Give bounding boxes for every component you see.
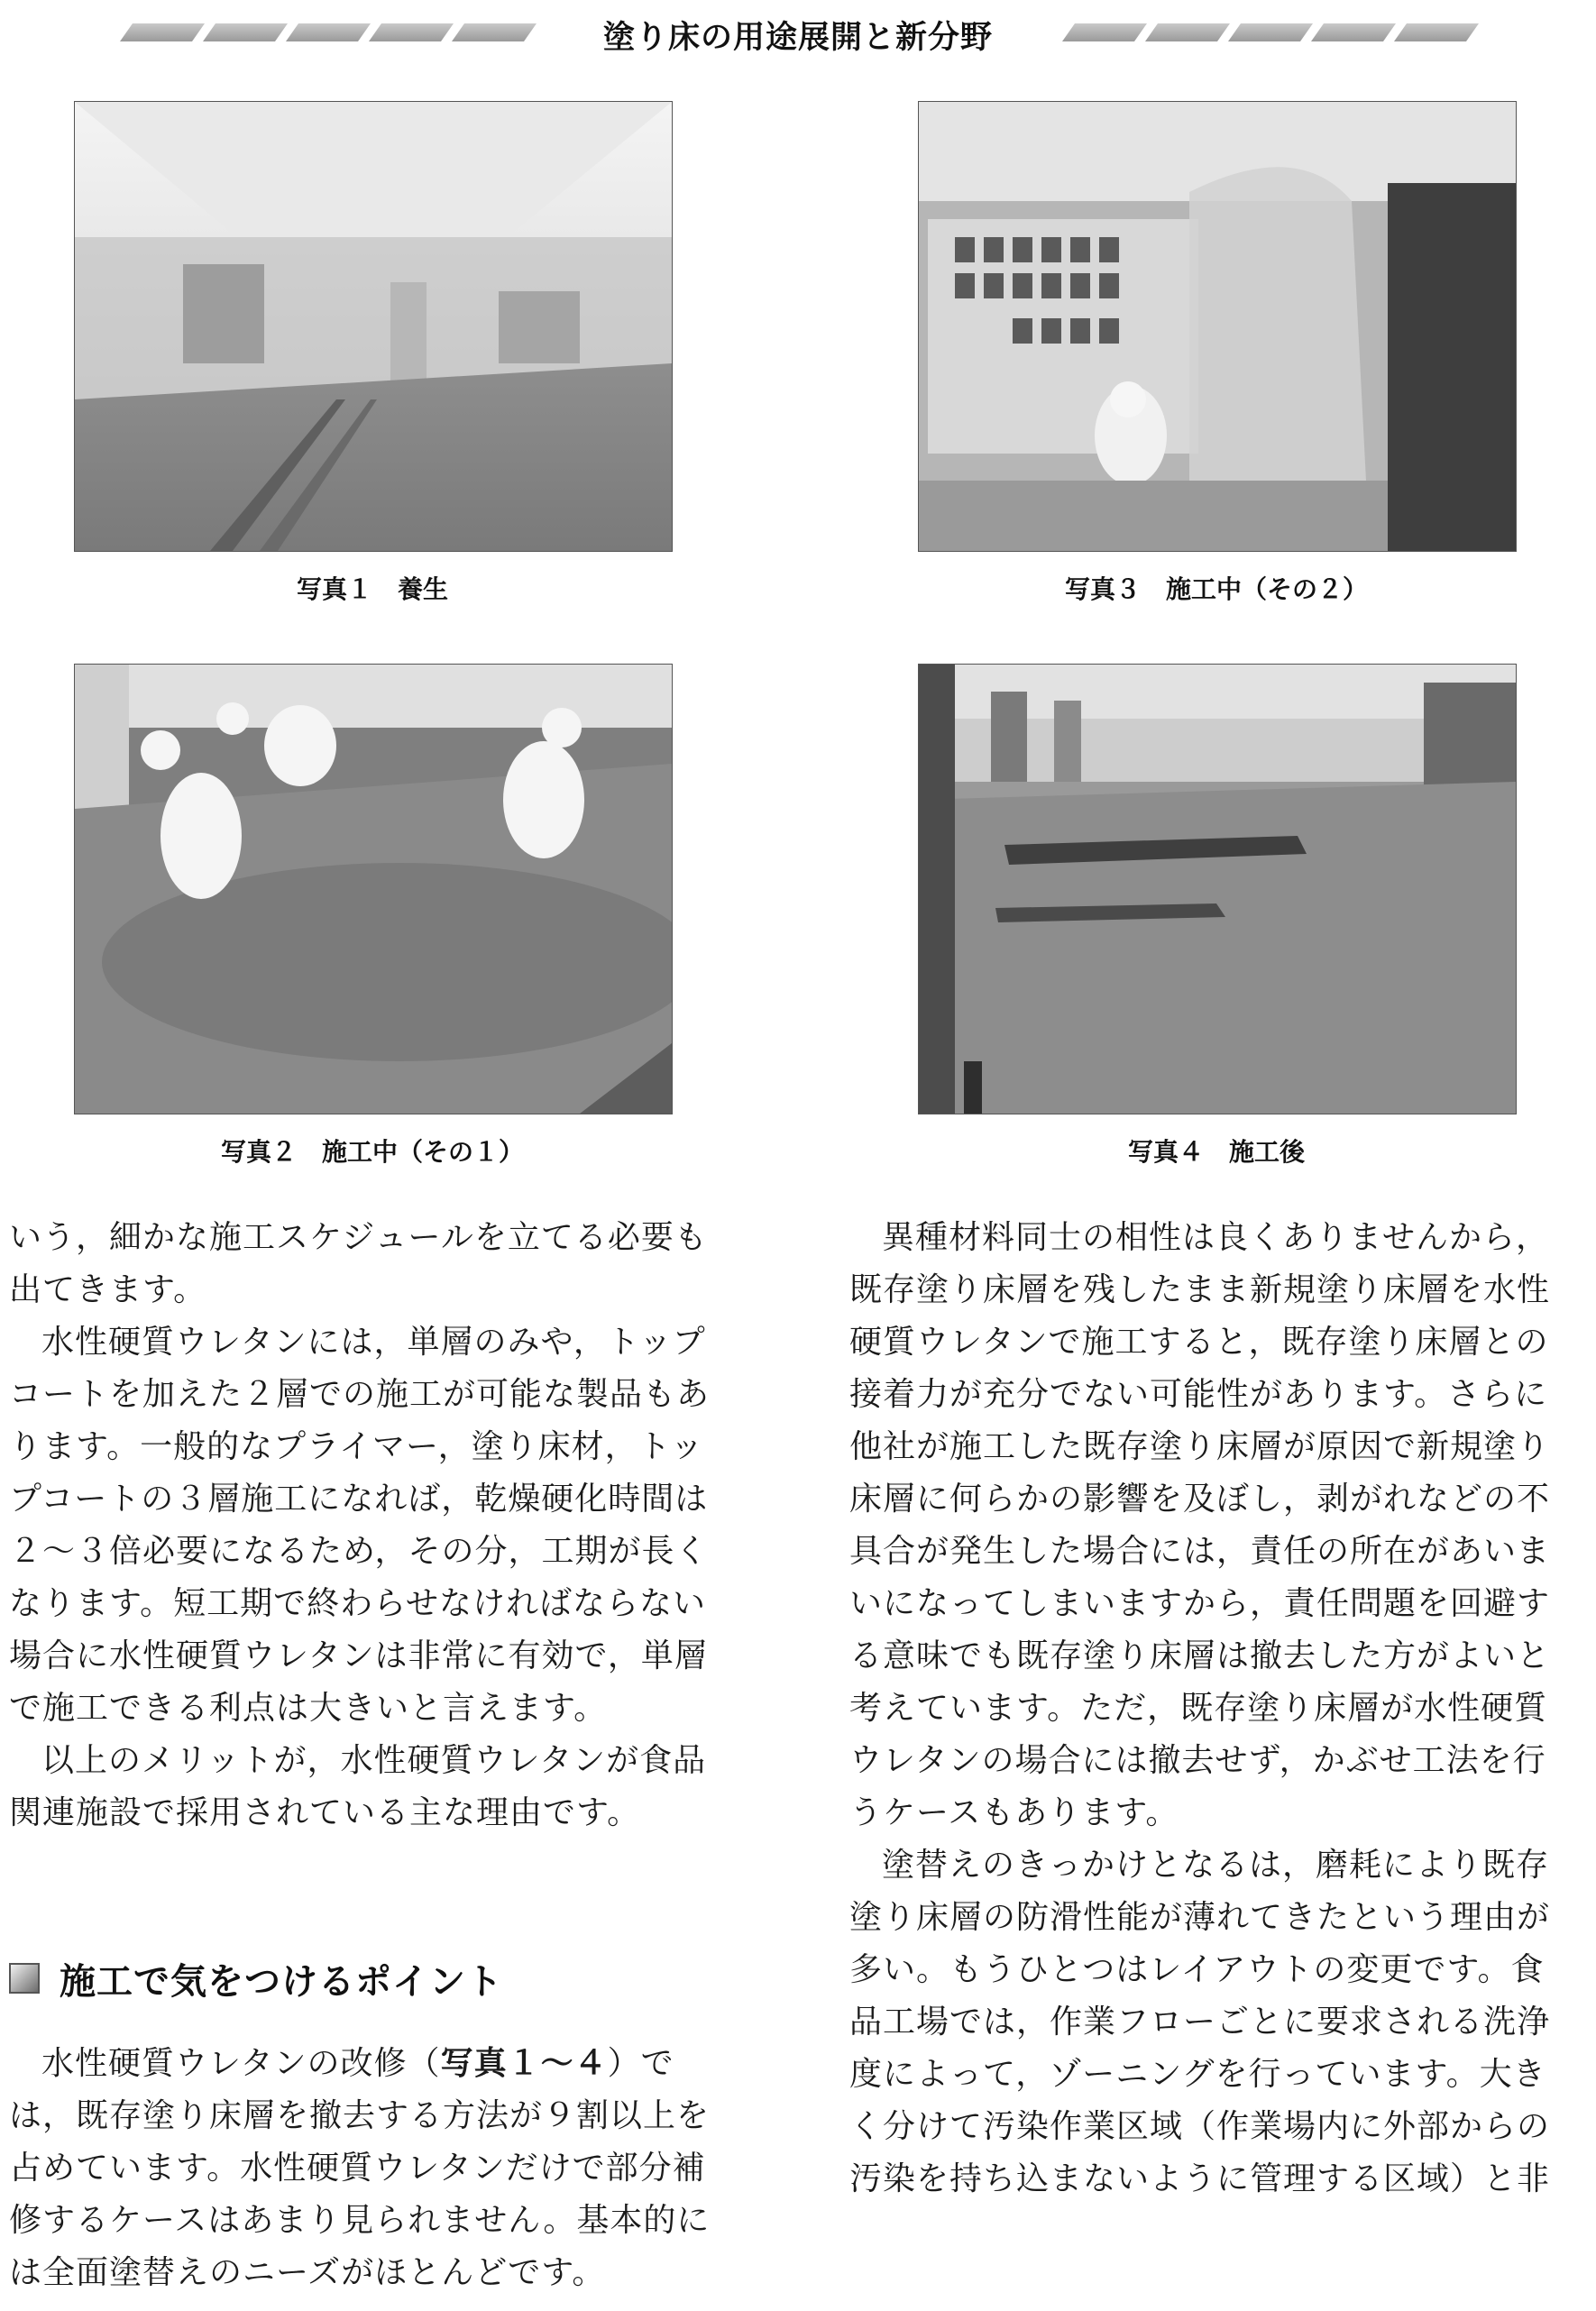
left-column-text-2 [9, 2038, 730, 2299]
page-header [0, 4, 1596, 58]
left-paragraph-4-a: 水性硬質ウレタンの改修（ [41, 2045, 441, 2082]
photo-reference: 写真１～４ [440, 2045, 608, 2082]
photo3-caption: 写真３ 施工中（その２） [1064, 574, 1368, 604]
left-column-text [9, 1212, 730, 1839]
photo2-caption: 写真２ 施工中（その１） [220, 1137, 524, 1167]
header-stripes-right [1069, 23, 1470, 41]
photo-construction-2 [918, 101, 1517, 552]
left-paragraph-4 [9, 2038, 730, 2299]
page-title: 塗り床の用途展開と新分野 [602, 20, 993, 56]
left-paragraph-3: 以上のメリットが，水性硬質ウレタンが食品関連施設で採用されている主な理由です。 [9, 1742, 707, 1831]
photo-construction-1 [74, 664, 673, 1114]
right-paragraph-1: 異種材料同士の相性は良くありませんから，既存塗り床層を残したまま新規塗り床層を水性硬質ウレタンで施工すると，既存塗り床層との接着力が充分でない可能性があります。さらに他社が施工した既存塗り床層が原因で新規塗り床層に何らかの影響を及ぼし，剥がれなどの不具合が発生した場合には，責任の所在があいまいになってしまいますから，責任問題を回避する意味でも既存塗り床層は撤去した方がよいと考えています。ただ，既存塗り床層が水性硬質ウレタンの場合には撤去せず，かぶせ工法を行うケースもあります。 [849, 1219, 1551, 1831]
section-title: 施工で気をつけるポイント [60, 1960, 503, 2003]
photo1-caption: 写真１ 養生 [296, 574, 448, 604]
right-paragraph-2: 塗替えのきっかけとなるは，磨耗により既存塗り床層の防滑性能が薄れてきたという理由が多い。もうひとつはレイアウトの変更です。食品工場では，作業フローごとに要求される洗浄度によって，ゾーニングを行っています。大きく分けて汚染作業区域（作業場内に外部からの汚染を持ち込まないように管理する区域）と非 [849, 1847, 1551, 2197]
photo-after-construction [918, 664, 1517, 1114]
photo4-caption: 写真４ 施工後 [1127, 1137, 1305, 1167]
section-marker-icon [9, 1963, 40, 1994]
left-paragraph-2: 水性硬質ウレタンには，単層のみや，トップコートを加えた２層での施工が可能な製品もあります。一般的なプライマー，塗り床材，トップコートの３層施工になれば，乾燥硬化時間は２～３倍必要になるため，その分，工期が長くなります。短工期で終わらせなければならない場合に水性硬質ウレタンは非常に有効で，単層で施工できる利点は大きいと言えます。 [9, 1324, 711, 1727]
right-column-text [849, 1212, 1571, 2206]
photo-curing [74, 101, 673, 552]
header-stripes-left [126, 23, 532, 41]
left-paragraph-1: いう，細かな施工スケジュールを立てる必要も出てきます。 [9, 1219, 708, 1308]
left-paragraph-4-b: ）では，既存塗り床層を撤去する方法が９割以上を占めています。水性硬質ウレタンだけで部分補修するケースはあまり見られません。基本的には全面塗替えのニーズがほとんどです。 [9, 2045, 711, 2291]
section-heading [9, 1949, 503, 2007]
